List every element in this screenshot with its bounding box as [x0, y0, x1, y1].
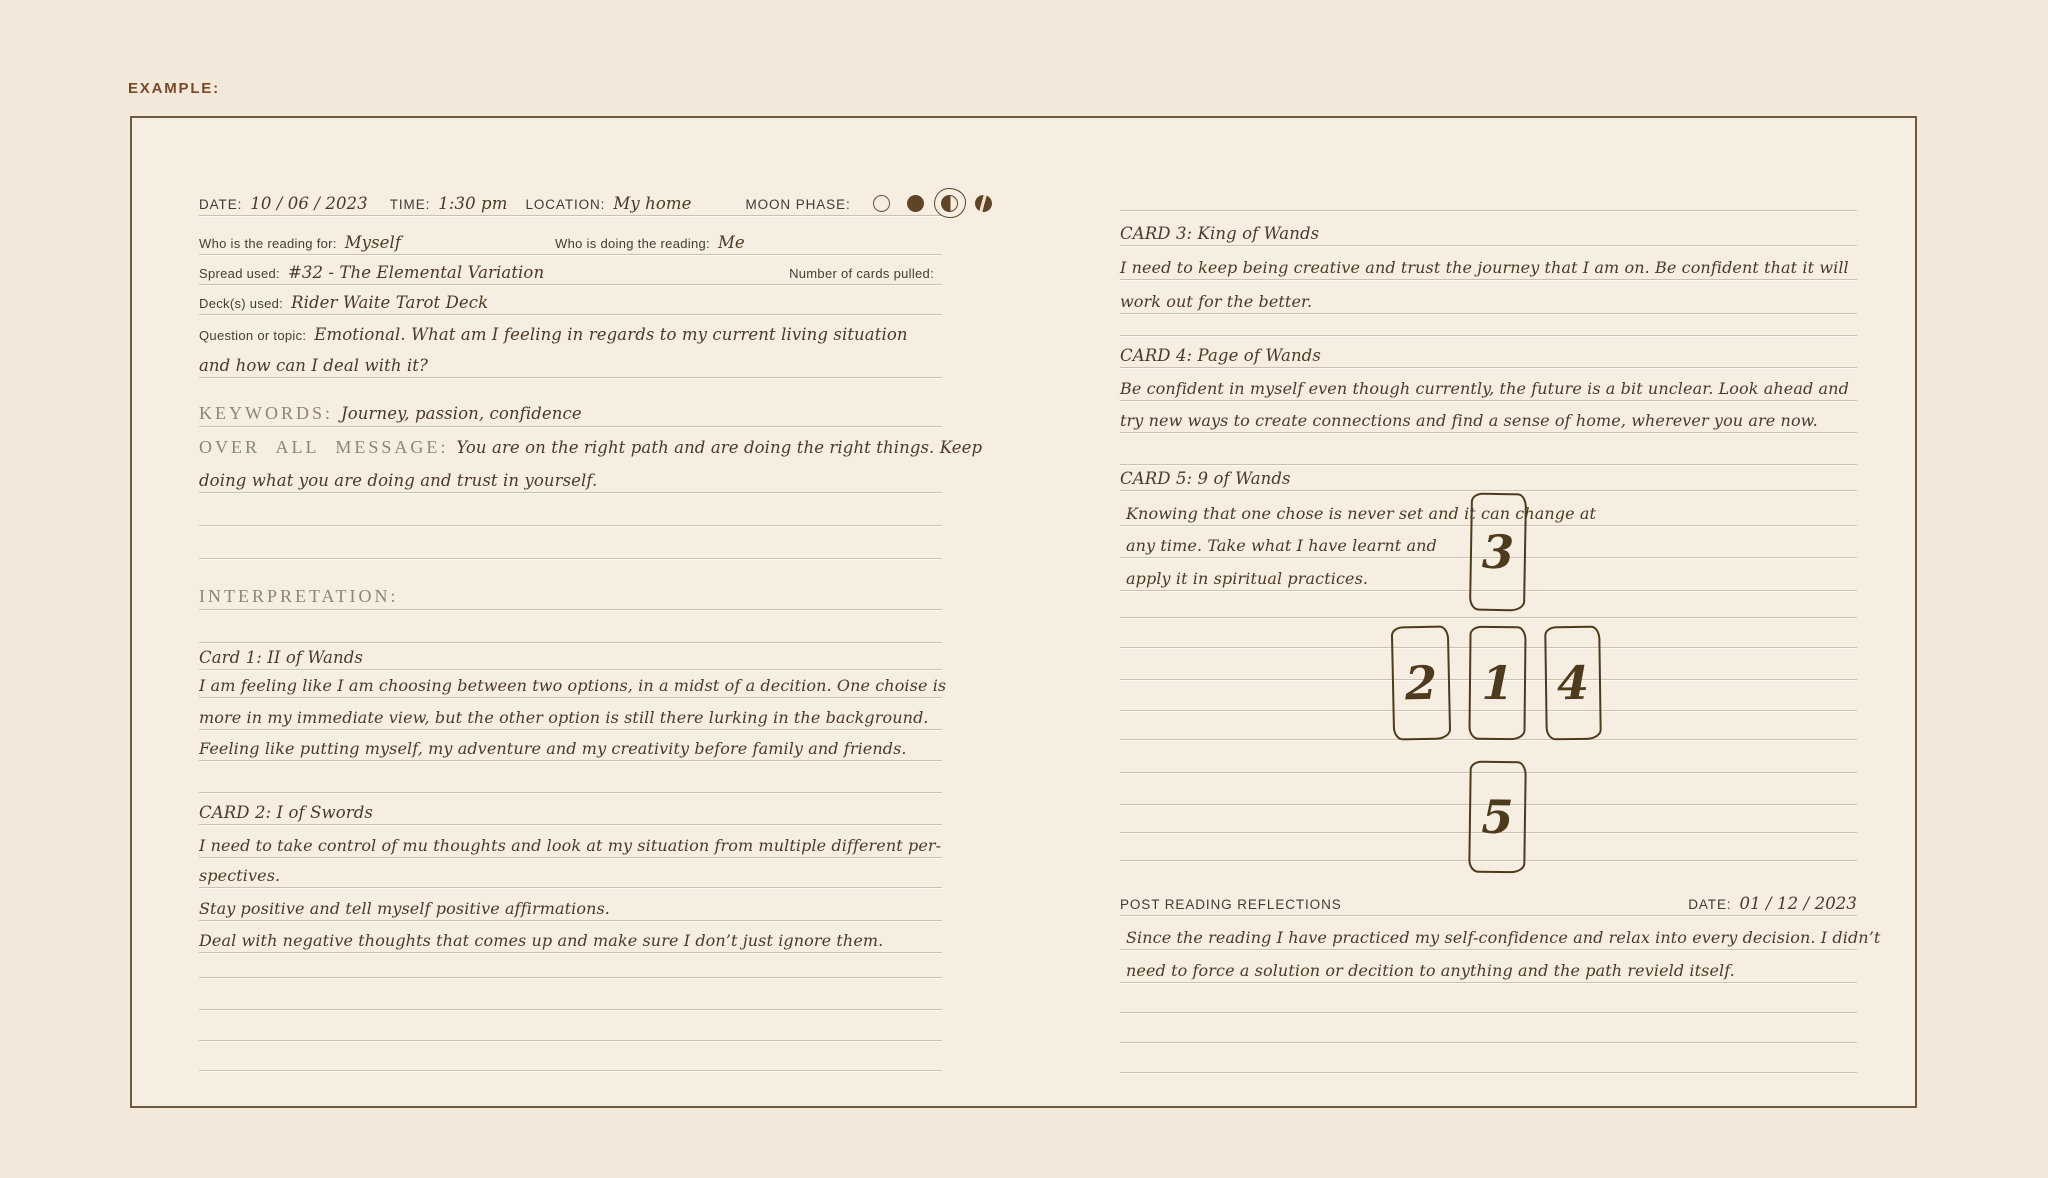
- card3-title-row: [1120, 211, 1857, 246]
- spread-card-position-5: [1468, 761, 1527, 874]
- time-label: TIME:: [389, 197, 431, 212]
- ruled-line: [199, 761, 942, 793]
- ruled-line: [1120, 983, 1857, 1013]
- ruled-line: [1120, 1043, 1857, 1073]
- card1-title-row: [199, 643, 942, 670]
- card4-line2: try new ways to create connections and find a sense of home, wherever you are now.: [1120, 411, 1818, 430]
- ruled-line: [199, 610, 942, 643]
- card-position-number: 1: [1481, 655, 1514, 711]
- reading-by-value: Me: [717, 233, 745, 252]
- card5-line2: any time. Take what I have learnt and: [1126, 536, 1437, 555]
- card1-title: Card 1: II of Wands: [199, 648, 363, 667]
- date-label: DATE:: [199, 197, 243, 212]
- deck-used-value: Rider Waite Tarot Deck: [291, 293, 489, 312]
- deck-used-row: [199, 285, 942, 315]
- interpretation-heading-row: [199, 559, 942, 610]
- ruled-line: [1120, 433, 1857, 465]
- post-date-label: DATE:: [1688, 897, 1732, 912]
- spread-card-position-2: [1391, 625, 1451, 740]
- card1-line3: Feeling like putting myself, my adventure and my creativity before family and friends.: [199, 739, 907, 758]
- card3-title: CARD 3: King of Wands: [1120, 224, 1320, 243]
- example-label: EXAMPLE:: [128, 80, 220, 97]
- ruled-line: [1120, 1013, 1857, 1043]
- question-line1: Emotional. What am I feeling in regards to my current living situation: [314, 325, 908, 344]
- ruled-line: [199, 978, 942, 1010]
- spread-card-position-4: [1544, 626, 1602, 741]
- spread-used-row: [199, 255, 942, 285]
- reading-for-row: [199, 216, 942, 255]
- card2-title: CARD 2: I of Swords: [199, 803, 373, 822]
- overall-message-line1: You are on the right path and are doing the right things. Keep: [456, 438, 983, 457]
- card1-text-row: [199, 698, 942, 730]
- card1-text-row: [199, 730, 942, 761]
- interpretation-label: INTERPRETATION:: [199, 586, 399, 606]
- journal-spread: [130, 116, 1917, 1108]
- card2-text-row: [199, 858, 942, 888]
- gibbous-moon-icon: [975, 195, 992, 212]
- post-line1: Since the reading I have practiced my self-confidence and relax into every decision. I didn’t: [1126, 928, 1881, 947]
- card3-text-row: [1120, 246, 1857, 280]
- post-line2: need to force a solution or decition to anything and the path revield itself.: [1126, 961, 1735, 980]
- card2-line2: spectives.: [199, 866, 281, 885]
- ruled-line: [199, 953, 942, 978]
- cards-pulled-label: Number of cards pulled:: [789, 266, 934, 281]
- overall-message-row-2: [199, 460, 942, 493]
- card4-text-row: [1120, 401, 1857, 433]
- card4-title-row: [1120, 336, 1857, 368]
- card5-title: CARD 5: 9 of Wands: [1120, 469, 1291, 488]
- overall-message-row: [199, 427, 983, 460]
- card2-title-row: [199, 793, 942, 825]
- reading-for-label: Who is the reading for:: [199, 236, 337, 251]
- reading-by-label: Who is doing the reading:: [555, 236, 710, 251]
- new-moon-outline-icon: [873, 195, 890, 212]
- post-reading-label: POST READING REFLECTIONS: [1120, 897, 1342, 912]
- reading-for-value: Myself: [344, 233, 402, 252]
- card4-text-row: [1120, 368, 1857, 401]
- card5-line1: Knowing that one chose is never set and it can change at: [1126, 504, 1597, 523]
- card4-line1: Be confident in myself even though currently, the future is a bit unclear. Look ahead and: [1120, 379, 1849, 398]
- overall-message-line2: doing what you are doing and trust in yourself.: [199, 471, 598, 490]
- ruled-line: [199, 1010, 942, 1041]
- question-row: [199, 315, 942, 346]
- ruled-line: [199, 526, 942, 559]
- header-row: [199, 188, 942, 216]
- card1-text-row: [199, 670, 947, 698]
- card3-line1: I need to keep being creative and trust the journey that I am on. Be confident that it will: [1120, 258, 1849, 277]
- card3-line2: work out for the better.: [1120, 292, 1313, 311]
- ruled-line: [1120, 314, 1857, 336]
- keywords-value: Journey, passion, confidence: [341, 404, 582, 423]
- left-page: [199, 188, 983, 1071]
- card-position-number: 5: [1481, 789, 1514, 845]
- card-position-number: 4: [1556, 655, 1590, 711]
- ruled-line: [199, 493, 942, 526]
- card2-text-row: [199, 888, 942, 921]
- keywords-row: [199, 378, 942, 427]
- card4-title: CARD 4: Page of Wands: [1120, 346, 1321, 365]
- spread-card-position-1: [1468, 626, 1526, 741]
- post-reading-text-row: [1120, 950, 1857, 983]
- keywords-label: KEYWORDS:: [199, 403, 333, 423]
- moon-phase-icons: [873, 195, 992, 212]
- card2-line4: Deal with negative thoughts that comes up and make sure I don’t just ignore them.: [199, 931, 884, 950]
- date-value: 10 / 06 / 2023: [250, 194, 368, 213]
- card1-line2: more in my immediate view, but the other option is still there lurking in the background.: [199, 708, 929, 727]
- question-line2: and how can I deal with it?: [199, 356, 428, 375]
- question-label: Question or topic:: [199, 328, 307, 343]
- card3-text-row: [1120, 280, 1857, 314]
- time-value: 1:30 pm: [438, 194, 508, 213]
- spread-card-position-3: [1469, 493, 1527, 612]
- ruled-line: [1120, 188, 1857, 211]
- full-moon-filled-icon: [907, 195, 924, 212]
- location-label: LOCATION:: [525, 197, 606, 212]
- moon-phase-label: MOON PHASE:: [745, 197, 851, 212]
- card5-line3: apply it in spiritual practices.: [1126, 569, 1369, 588]
- post-date-value: 01 / 12 / 2023: [1739, 894, 1857, 913]
- post-reading-text-row: [1120, 916, 1881, 950]
- card2-line1: I need to take control of mu thoughts and look at my situation from multiple different per-: [199, 836, 942, 855]
- card5-title-row: [1120, 465, 1857, 491]
- location-value: My home: [613, 194, 692, 213]
- card1-line1: I am feeling like I am choosing between two options, in a midst of a decition. One choise is: [199, 676, 947, 695]
- card2-text-row: [199, 921, 942, 953]
- half-moon-icon-selected: [941, 195, 958, 212]
- question-row-2: [199, 346, 942, 378]
- card-position-number: 3: [1481, 524, 1515, 580]
- overall-message-label: OVER ALL MESSAGE:: [199, 437, 449, 457]
- spread-used-label: Spread used:: [199, 266, 280, 281]
- card-position-number: 2: [1404, 655, 1438, 711]
- card2-text-row: [199, 825, 942, 858]
- ruled-line: [199, 1041, 942, 1071]
- spread-used-value: #32 - The Elemental Variation: [287, 263, 545, 282]
- deck-used-label: Deck(s) used:: [199, 296, 284, 311]
- card2-line3: Stay positive and tell myself positive affirmations.: [199, 899, 610, 918]
